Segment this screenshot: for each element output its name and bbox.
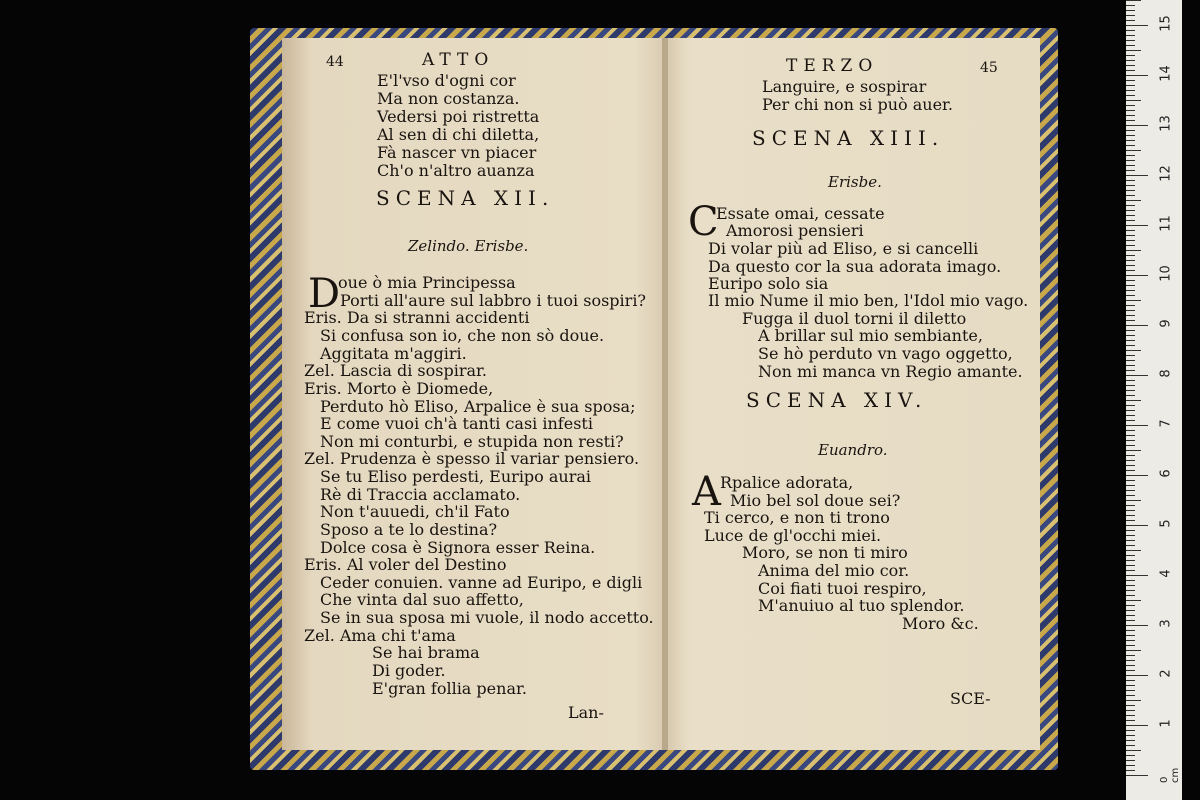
left-page — [282, 38, 666, 750]
ruler-number: 5 — [1158, 519, 1174, 528]
dialogue-line: Che vinta dal suo affetto, — [320, 590, 524, 609]
dialogue-line: Se hai brama — [372, 643, 480, 662]
ruler-tick — [1126, 590, 1135, 591]
ruler-tick — [1126, 150, 1141, 151]
ruler-tick — [1126, 745, 1135, 746]
ruler-tick — [1126, 680, 1135, 681]
verse-line: Coi fiati tuoi respiro, — [758, 579, 927, 598]
ruler-tick — [1126, 225, 1148, 226]
dialogue-line: E come vuoi ch'à tanti casi infesti — [320, 414, 593, 433]
ruler-tick — [1126, 205, 1135, 206]
ruler-number: 10 — [1158, 265, 1174, 282]
ruler-tick — [1126, 95, 1135, 96]
dialogue-line: Zel. Lascia di sospirar. — [304, 361, 487, 380]
ruler-tick — [1126, 520, 1135, 521]
ruler-tick — [1126, 160, 1135, 161]
dialogue-line: Zel. Prudenza è spesso il variar pensiero. — [304, 449, 640, 468]
page-number: 45 — [980, 60, 998, 76]
ruler-tick — [1126, 630, 1135, 631]
dialogue-line: Aggitata m'aggiri. — [320, 344, 467, 363]
ruler-tick — [1126, 145, 1135, 146]
ruler-tick — [1126, 345, 1135, 346]
ruler-tick — [1126, 530, 1135, 531]
ruler-tick — [1126, 180, 1135, 181]
ruler-number: 6 — [1158, 469, 1174, 478]
ruler-tick — [1126, 610, 1135, 611]
ruler-tick — [1126, 485, 1135, 486]
verse-line: Anima del mio cor. — [758, 561, 910, 580]
ruler-tick — [1126, 90, 1135, 91]
catchword: Lan- — [568, 703, 604, 722]
running-head: TERZO — [786, 56, 879, 76]
verse-line: A brillar sul mio sembiante, — [758, 326, 983, 345]
ruler-tick — [1126, 765, 1135, 766]
ruler-tick — [1126, 275, 1148, 276]
ruler-tick — [1126, 715, 1135, 716]
ruler-tick — [1126, 560, 1135, 561]
scene-characters: Zelindo. Erisbe. — [408, 237, 529, 255]
ruler-tick — [1126, 595, 1135, 596]
dialogue-line: Dolce cosa è Signora esser Reina. — [320, 538, 596, 557]
ruler-tick — [1126, 250, 1141, 251]
ruler-tick — [1126, 50, 1141, 51]
ruler-tick — [1126, 410, 1135, 411]
dialogue-line: Perduto hò Eliso, Arpalice è sua sposa; — [320, 397, 636, 416]
ruler-number: 15 — [1158, 15, 1174, 32]
drop-capital: D — [308, 271, 341, 317]
ruler-number: 14 — [1158, 65, 1174, 82]
ruler-tick — [1126, 750, 1141, 751]
ruler-tick — [1126, 430, 1135, 431]
ruler-tick — [1126, 555, 1135, 556]
ruler-tick — [1126, 510, 1135, 511]
ruler-tick — [1126, 675, 1148, 676]
ruler-tick — [1126, 125, 1148, 126]
ruler-number: 3 — [1158, 619, 1174, 628]
ruler-tick — [1126, 270, 1135, 271]
page-number: 44 — [326, 54, 344, 70]
ruler-tick — [1126, 705, 1135, 706]
ruler-tick — [1126, 640, 1135, 641]
dialogue-line: Se in sua sposa mi vuole, il nodo accetto. — [320, 608, 654, 627]
ruler-tick — [1126, 460, 1135, 461]
ruler-tick — [1126, 285, 1135, 286]
ruler-tick — [1126, 470, 1135, 471]
ruler-tick — [1126, 0, 1141, 1]
ruler-tick — [1126, 660, 1135, 661]
ruler-tick — [1126, 230, 1135, 231]
ruler-tick — [1126, 495, 1135, 496]
verse-line: Languire, e sospirar — [762, 77, 927, 96]
ruler-tick — [1126, 550, 1141, 551]
ruler-tick — [1126, 310, 1135, 311]
dialogue-line: Sposo a te lo destina? — [320, 520, 498, 539]
ruler-tick — [1126, 535, 1135, 536]
verse-line: Fà nascer vn piacer — [377, 143, 537, 162]
drop-capital: C — [688, 199, 719, 245]
ruler-tick — [1126, 405, 1135, 406]
ruler-tick — [1126, 445, 1135, 446]
ruler-tick — [1126, 730, 1135, 731]
ruler-tick — [1126, 75, 1148, 76]
verse-line: Essate omai, cessate — [716, 204, 885, 223]
ruler-tick — [1126, 465, 1135, 466]
ruler-tick — [1126, 195, 1135, 196]
dialogue-line: Zel. Ama chi t'ama — [304, 626, 456, 645]
ruler-number: 8 — [1158, 369, 1174, 378]
ruler-tick — [1126, 70, 1135, 71]
ruler-tick — [1126, 380, 1135, 381]
scene-character: Euandro. — [818, 441, 888, 459]
ruler-number: 11 — [1158, 215, 1174, 232]
ruler-tick — [1126, 720, 1135, 721]
ruler-tick — [1126, 475, 1148, 476]
ruler-tick — [1126, 200, 1141, 201]
ruler-tick — [1126, 690, 1135, 691]
ruler-tick — [1126, 85, 1135, 86]
ruler-tick — [1126, 725, 1148, 726]
dialogue-line: Rè di Traccia acclamato. — [320, 485, 521, 504]
ruler-tick — [1126, 625, 1148, 626]
ruler-tick — [1126, 400, 1141, 401]
dialogue-line: E'gran follia penar. — [372, 679, 527, 698]
verse-line: Ch'o n'altro auanza — [377, 161, 535, 180]
ruler-tick — [1126, 325, 1148, 326]
ruler-tick — [1126, 665, 1135, 666]
ruler-tick — [1126, 15, 1135, 16]
ruler-tick — [1126, 425, 1148, 426]
ruler-tick — [1126, 585, 1135, 586]
ruler-tick — [1126, 220, 1135, 221]
ruler-tick — [1126, 235, 1135, 236]
ruler-tick — [1126, 600, 1141, 601]
verse-line: Mio bel sol doue sei? — [730, 491, 901, 510]
ruler-tick — [1126, 60, 1135, 61]
right-page — [668, 38, 1040, 750]
dialogue-line: Eris. Al voler del Destino — [304, 555, 507, 574]
verse-line: Vedersi poi ristretta — [377, 107, 540, 126]
verse-line: Ma non costanza. — [377, 89, 520, 108]
ruler-tick — [1126, 330, 1135, 331]
verse-line: Rpalice adorata, — [720, 473, 854, 492]
scene-title: SCENA XIV. — [746, 388, 928, 412]
dialogue-line: Se tu Eliso perdesti, Euripo aurai — [320, 467, 592, 486]
ruler-number: 9 — [1158, 319, 1174, 328]
dialogue-line: Ceder conuien. vanne ad Euripo, e digli — [320, 573, 643, 592]
ruler-tick — [1126, 540, 1135, 541]
dialogue-line: Non mi conturbi, e stupida non resti? — [320, 432, 624, 451]
ruler-tick — [1126, 770, 1135, 771]
ruler-tick — [1126, 515, 1135, 516]
ruler-tick — [1126, 615, 1135, 616]
ruler-tick — [1126, 420, 1135, 421]
ruler-tick — [1126, 500, 1141, 501]
ruler-tick — [1126, 165, 1135, 166]
ruler-tick — [1126, 215, 1135, 216]
ruler-tick — [1126, 120, 1135, 121]
measuring-ruler — [1126, 0, 1182, 800]
verse-line: Moro &c. — [902, 614, 979, 633]
ruler-tick — [1126, 140, 1135, 141]
ruler-tick — [1126, 375, 1148, 376]
ruler-tick — [1126, 635, 1135, 636]
ruler-tick — [1126, 10, 1135, 11]
dialogue-line: oue ò mia Principessa — [338, 273, 516, 292]
ruler-tick — [1126, 190, 1135, 191]
verse-line: Se hò perduto vn vago oggetto, — [758, 344, 1013, 363]
ruler-tick — [1126, 245, 1135, 246]
verse-line: E'l'vso d'ogni cor — [377, 71, 516, 90]
ruler-number: 4 — [1158, 569, 1174, 578]
ruler-tick — [1126, 45, 1135, 46]
ruler-tick — [1126, 155, 1135, 156]
verse-line: Amorosi pensieri — [726, 221, 864, 240]
ruler-tick — [1126, 35, 1135, 36]
ruler-tick — [1126, 350, 1141, 351]
ruler-unit: 0 cm — [1159, 767, 1181, 783]
verse-line: Luce de gl'occhi miei. — [704, 526, 882, 545]
ruler-tick — [1126, 385, 1135, 386]
ruler-tick — [1126, 110, 1135, 111]
ruler-tick — [1126, 100, 1141, 101]
ruler-tick — [1126, 415, 1135, 416]
ruler-tick — [1126, 340, 1135, 341]
ruler-tick — [1126, 290, 1135, 291]
ruler-tick — [1126, 355, 1135, 356]
dialogue-line: Porti all'aure sul labbro i tuoi sospiri? — [340, 291, 647, 310]
verse-line: Moro, se non ti miro — [742, 543, 908, 562]
ruler-tick — [1126, 55, 1135, 56]
ruler-number: 12 — [1158, 165, 1174, 182]
ruler-tick — [1126, 755, 1135, 756]
ruler-tick — [1126, 25, 1148, 26]
ruler-tick — [1126, 65, 1135, 66]
ruler-tick — [1126, 30, 1135, 31]
ruler-tick — [1126, 455, 1135, 456]
ruler-tick — [1126, 315, 1135, 316]
ruler-tick — [1126, 505, 1135, 506]
verse-line: Di volar più ad Eliso, e si cancelli — [708, 239, 979, 258]
ruler-tick — [1126, 115, 1135, 116]
ruler-tick — [1126, 320, 1135, 321]
dialogue-line: Eris. Morto è Diomede, — [304, 379, 494, 398]
ruler-tick — [1126, 740, 1135, 741]
verse-line: Fugga il duol torni il diletto — [742, 309, 967, 328]
ruler-tick — [1126, 655, 1135, 656]
ruler-tick — [1126, 395, 1135, 396]
drop-capital: A — [692, 469, 721, 515]
ruler-tick — [1126, 685, 1135, 686]
ruler-tick — [1126, 580, 1135, 581]
ruler-tick — [1126, 260, 1135, 261]
ruler-tick — [1126, 775, 1148, 776]
ruler-tick — [1126, 710, 1135, 711]
scene-title: SCENA XII. — [376, 186, 555, 210]
ruler-tick — [1126, 620, 1135, 621]
scene-character: Erisbe. — [828, 173, 882, 191]
ruler-tick — [1126, 440, 1135, 441]
ruler-tick — [1126, 490, 1135, 491]
catchword: SCE- — [950, 689, 991, 708]
ruler-tick — [1126, 105, 1135, 106]
dialogue-line: Di goder. — [372, 661, 446, 680]
verse-line: Per chi non si può auer. — [762, 95, 954, 114]
ruler-tick — [1126, 295, 1135, 296]
ruler-tick — [1126, 570, 1135, 571]
ruler-tick — [1126, 645, 1135, 646]
ruler-number: 7 — [1158, 419, 1174, 428]
verse-line: Euripo solo sia — [708, 274, 829, 293]
ruler-tick — [1126, 545, 1135, 546]
ruler-tick — [1126, 20, 1135, 21]
ruler-tick — [1126, 265, 1135, 266]
ruler-tick — [1126, 365, 1135, 366]
ruler-tick — [1126, 135, 1135, 136]
dialogue-line: Non t'auuedi, ch'il Fato — [320, 502, 510, 521]
ruler-tick — [1126, 255, 1135, 256]
ruler-tick — [1126, 450, 1141, 451]
ruler-tick — [1126, 360, 1135, 361]
verse-line: Non mi manca vn Regio amante. — [758, 362, 1023, 381]
dialogue-line: Si confusa son io, che non sò doue. — [320, 326, 605, 345]
scene-title: SCENA XIII. — [752, 126, 945, 150]
ruler-tick — [1126, 695, 1135, 696]
ruler-tick — [1126, 480, 1135, 481]
ruler-tick — [1126, 335, 1135, 336]
ruler-tick — [1126, 435, 1135, 436]
running-head: ATTO — [422, 50, 495, 70]
ruler-tick — [1126, 305, 1135, 306]
verse-line: M'anuiuo al tuo splendor. — [758, 596, 965, 615]
ruler-tick — [1126, 210, 1135, 211]
ruler-number: 1 — [1158, 719, 1174, 728]
ruler-tick — [1126, 650, 1141, 651]
ruler-tick — [1126, 700, 1141, 701]
ruler-tick — [1126, 80, 1135, 81]
verse-line: Il mio Nume il mio ben, l'Idol mio vago. — [708, 291, 1029, 310]
ruler-tick — [1126, 735, 1135, 736]
ruler-tick — [1126, 605, 1135, 606]
ruler-tick — [1126, 280, 1135, 281]
ruler-tick — [1126, 5, 1135, 6]
verse-line: Ti cerco, e non ti trono — [704, 508, 890, 527]
verse-line: Da questo cor la sua adorata imago. — [708, 257, 1002, 276]
ruler-tick — [1126, 185, 1135, 186]
ruler-number: 2 — [1158, 669, 1174, 678]
ruler-tick — [1126, 40, 1135, 41]
ruler-tick — [1126, 575, 1148, 576]
ruler-tick — [1126, 760, 1135, 761]
ruler-tick — [1126, 130, 1135, 131]
ruler-number: 13 — [1158, 115, 1174, 132]
ruler-tick — [1126, 175, 1148, 176]
ruler-tick — [1126, 565, 1135, 566]
ruler-tick — [1126, 390, 1135, 391]
ruler-tick — [1126, 670, 1135, 671]
ruler-tick — [1126, 170, 1135, 171]
ruler-tick — [1126, 300, 1141, 301]
ruler-tick — [1126, 525, 1148, 526]
ruler-tick — [1126, 370, 1135, 371]
verse-line: Al sen di chi diletta, — [377, 125, 540, 144]
ruler-tick — [1126, 240, 1135, 241]
dialogue-line: Eris. Da si stranni accidenti — [304, 308, 530, 327]
